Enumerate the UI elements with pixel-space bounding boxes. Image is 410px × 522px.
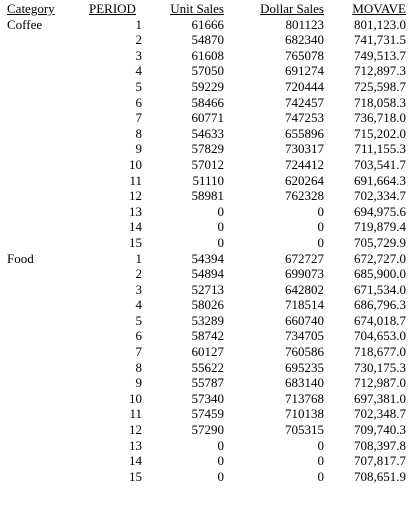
header-movave: MOVAVE — [352, 1, 406, 16]
cell-period: 3 — [135, 281, 142, 297]
table-row — [0, 422, 410, 438]
cell-movave: 674,018.7 — [354, 312, 406, 328]
table-row — [0, 344, 410, 360]
cell-dollar-sales: 683140 — [285, 375, 324, 391]
cell-period: 2 — [135, 266, 142, 282]
cell-category — [0, 79, 86, 95]
cell-dollar-sales: 0 — [317, 437, 324, 453]
cell-unit-sales: 0 — [217, 468, 224, 484]
cell-movave: 672,727.0 — [354, 250, 406, 266]
table-header — [0, 1, 410, 17]
cell-category — [0, 297, 86, 313]
cell-period: 15 — [129, 468, 142, 484]
cell-period: 13 — [129, 203, 142, 219]
table-row — [0, 297, 410, 313]
cell-movave: 719,879.4 — [354, 219, 406, 235]
cell-unit-sales: 52713 — [191, 281, 224, 297]
cell-category — [0, 328, 86, 344]
cell-category — [0, 469, 86, 485]
cell-dollar-sales: 695235 — [285, 359, 324, 375]
cell-unit-sales: 61666 — [191, 16, 224, 32]
table-row — [0, 438, 410, 454]
cell-movave: 711,155.3 — [354, 141, 406, 157]
cell-period: 5 — [135, 78, 142, 94]
table-row — [0, 375, 410, 391]
cell-period: 4 — [135, 63, 142, 79]
cell-movave: 705,729.9 — [354, 234, 406, 250]
cell-dollar-sales: 660740 — [285, 312, 324, 328]
header-row — [0, 1, 410, 17]
cell-period: 11 — [129, 172, 142, 188]
cell-period: 12 — [129, 422, 142, 438]
cell-movave: 712,987.0 — [354, 375, 406, 391]
cell-movave: 686,796.3 — [354, 297, 406, 313]
cell-dollar-sales: 801123 — [285, 16, 324, 32]
cell-dollar-sales: 0 — [317, 453, 324, 469]
table-row — [0, 251, 410, 267]
header-unit-sales: Unit Sales — [170, 1, 224, 16]
table-row — [0, 266, 410, 282]
cell-period: 14 — [129, 219, 142, 235]
cell-period: 1 — [135, 250, 142, 266]
cell-category — [0, 344, 86, 360]
cell-unit-sales: 58026 — [191, 297, 224, 313]
header-period: PERIOD — [89, 1, 136, 16]
cell-category: Coffee — [7, 16, 43, 32]
cell-dollar-sales: 747253 — [285, 110, 324, 126]
cell-unit-sales: 57290 — [191, 422, 224, 438]
cell-dollar-sales: 0 — [317, 234, 324, 250]
cell-period: 10 — [129, 156, 142, 172]
cell-dollar-sales: 672727 — [285, 250, 324, 266]
cell-period: 15 — [129, 234, 142, 250]
cell-dollar-sales: 0 — [317, 219, 324, 235]
cell-movave: 707,817.7 — [354, 453, 406, 469]
cell-category — [0, 204, 86, 220]
report-table — [0, 1, 410, 484]
table-row — [0, 157, 410, 173]
cell-movave: 725,598.7 — [354, 78, 406, 94]
cell-unit-sales: 51110 — [192, 172, 224, 188]
cell-movave: 715,202.0 — [354, 125, 406, 141]
cell-category: Food — [7, 250, 34, 266]
cell-unit-sales: 0 — [217, 437, 224, 453]
cell-dollar-sales: 718514 — [285, 297, 324, 313]
cell-period: 14 — [129, 453, 142, 469]
cell-dollar-sales: 762328 — [285, 188, 324, 204]
cell-unit-sales: 57050 — [191, 63, 224, 79]
cell-period: 4 — [135, 297, 142, 313]
table-row — [0, 188, 410, 204]
cell-category — [0, 48, 86, 64]
cell-unit-sales: 58742 — [191, 328, 224, 344]
cell-movave: 703,541.7 — [354, 156, 406, 172]
cell-movave: 712,897.3 — [354, 63, 406, 79]
cell-unit-sales: 54870 — [191, 32, 224, 48]
cell-movave: 697,381.0 — [354, 390, 406, 406]
cell-category — [0, 391, 86, 407]
cell-movave: 801,123.0 — [354, 16, 406, 32]
cell-dollar-sales: 742457 — [285, 94, 324, 110]
cell-unit-sales: 57340 — [191, 390, 224, 406]
cell-category — [0, 95, 86, 111]
cell-unit-sales: 58981 — [191, 188, 224, 204]
cell-unit-sales: 57829 — [191, 141, 224, 157]
cell-movave: 702,348.7 — [354, 406, 406, 422]
cell-dollar-sales: 691274 — [285, 63, 324, 79]
table-row — [0, 360, 410, 376]
table-row — [0, 391, 410, 407]
table-row — [0, 17, 410, 33]
cell-unit-sales: 0 — [217, 234, 224, 250]
cell-category — [0, 422, 86, 438]
cell-movave: 741,731.5 — [354, 32, 406, 48]
cell-category — [0, 219, 86, 235]
table-row — [0, 406, 410, 422]
cell-unit-sales: 54633 — [191, 125, 224, 141]
cell-period: 6 — [135, 328, 142, 344]
cell-unit-sales: 55622 — [191, 359, 224, 375]
cell-dollar-sales: 713768 — [285, 390, 324, 406]
cell-period: 7 — [135, 344, 142, 360]
cell-movave: 694,975.6 — [354, 203, 406, 219]
cell-dollar-sales: 699073 — [285, 266, 324, 282]
cell-period: 5 — [135, 312, 142, 328]
cell-dollar-sales: 730317 — [285, 141, 324, 157]
cell-unit-sales: 54394 — [191, 250, 224, 266]
header-category: Category — [7, 1, 55, 16]
cell-period: 13 — [129, 437, 142, 453]
cell-movave: 718,677.0 — [354, 344, 406, 360]
cell-period: 8 — [135, 125, 142, 141]
cell-category — [0, 126, 86, 142]
cell-unit-sales: 55787 — [191, 375, 224, 391]
table-row — [0, 328, 410, 344]
cell-dollar-sales: 0 — [317, 203, 324, 219]
table-row — [0, 453, 410, 469]
cell-category — [0, 453, 86, 469]
cell-movave: 691,664.3 — [354, 172, 406, 188]
cell-period: 6 — [135, 94, 142, 110]
cell-unit-sales: 60771 — [191, 110, 224, 126]
cell-category — [0, 313, 86, 329]
cell-category — [0, 141, 86, 157]
cell-category — [0, 266, 86, 282]
cell-category — [0, 157, 86, 173]
cell-period: 2 — [135, 32, 142, 48]
cell-movave: 709,740.3 — [354, 422, 406, 438]
table-row — [0, 469, 410, 485]
cell-movave: 718,058.3 — [354, 94, 406, 110]
table-row — [0, 282, 410, 298]
cell-dollar-sales: 760586 — [285, 344, 324, 360]
cell-category — [0, 360, 86, 376]
cell-unit-sales: 54894 — [191, 266, 224, 282]
cell-movave: 736,718.0 — [354, 110, 406, 126]
table-row — [0, 126, 410, 142]
cell-movave: 708,397.8 — [354, 437, 406, 453]
cell-unit-sales: 0 — [217, 219, 224, 235]
cell-period: 8 — [135, 359, 142, 375]
cell-movave: 749,513.7 — [354, 47, 406, 63]
table-row — [0, 173, 410, 189]
cell-movave: 671,534.0 — [354, 281, 406, 297]
cell-period: 9 — [135, 141, 142, 157]
table-row — [0, 219, 410, 235]
cell-category — [0, 375, 86, 391]
table-row — [0, 63, 410, 79]
cell-dollar-sales: 682340 — [285, 32, 324, 48]
cell-period: 11 — [129, 406, 142, 422]
cell-unit-sales: 57012 — [191, 156, 224, 172]
cell-category — [0, 406, 86, 422]
cell-dollar-sales: 734705 — [285, 328, 324, 344]
cell-period: 12 — [129, 188, 142, 204]
cell-unit-sales: 61608 — [191, 47, 224, 63]
cell-dollar-sales: 720444 — [285, 78, 324, 94]
cell-unit-sales: 53289 — [191, 312, 224, 328]
cell-period: 9 — [135, 375, 142, 391]
table-row — [0, 141, 410, 157]
cell-movave: 708,651.9 — [354, 468, 406, 484]
table-body — [0, 17, 410, 485]
cell-category — [0, 282, 86, 298]
cell-period: 3 — [135, 47, 142, 63]
cell-period: 10 — [129, 390, 142, 406]
table-row — [0, 32, 410, 48]
table-row — [0, 48, 410, 64]
cell-movave: 730,175.3 — [354, 359, 406, 375]
cell-period: 7 — [135, 110, 142, 126]
table-row — [0, 79, 410, 95]
table-row — [0, 235, 410, 251]
cell-dollar-sales: 705315 — [285, 422, 324, 438]
table-row — [0, 313, 410, 329]
cell-dollar-sales: 655896 — [285, 125, 324, 141]
cell-category — [0, 63, 86, 79]
cell-dollar-sales: 0 — [317, 468, 324, 484]
header-dollar-sales: Dollar Sales — [260, 1, 324, 16]
cell-dollar-sales: 724412 — [285, 156, 324, 172]
cell-category — [0, 235, 86, 251]
cell-unit-sales: 0 — [217, 203, 224, 219]
cell-dollar-sales: 642802 — [285, 281, 324, 297]
table-row — [0, 204, 410, 220]
cell-category — [0, 173, 86, 189]
cell-category — [0, 32, 86, 48]
cell-unit-sales: 58466 — [191, 94, 224, 110]
cell-movave: 702,334.7 — [354, 188, 406, 204]
cell-movave: 704,653.0 — [354, 328, 406, 344]
cell-category — [0, 438, 86, 454]
cell-dollar-sales: 710138 — [285, 406, 324, 422]
cell-period: 1 — [135, 16, 142, 32]
cell-dollar-sales: 765078 — [285, 47, 324, 63]
cell-category — [0, 188, 86, 204]
cell-movave: 685,900.0 — [354, 266, 406, 282]
cell-category — [0, 110, 86, 126]
cell-unit-sales: 59229 — [191, 78, 224, 94]
cell-unit-sales: 57459 — [191, 406, 224, 422]
table-row — [0, 95, 410, 111]
cell-unit-sales: 0 — [217, 453, 224, 469]
cell-dollar-sales: 620264 — [285, 172, 324, 188]
cell-unit-sales: 60127 — [191, 344, 224, 360]
table-row — [0, 110, 410, 126]
